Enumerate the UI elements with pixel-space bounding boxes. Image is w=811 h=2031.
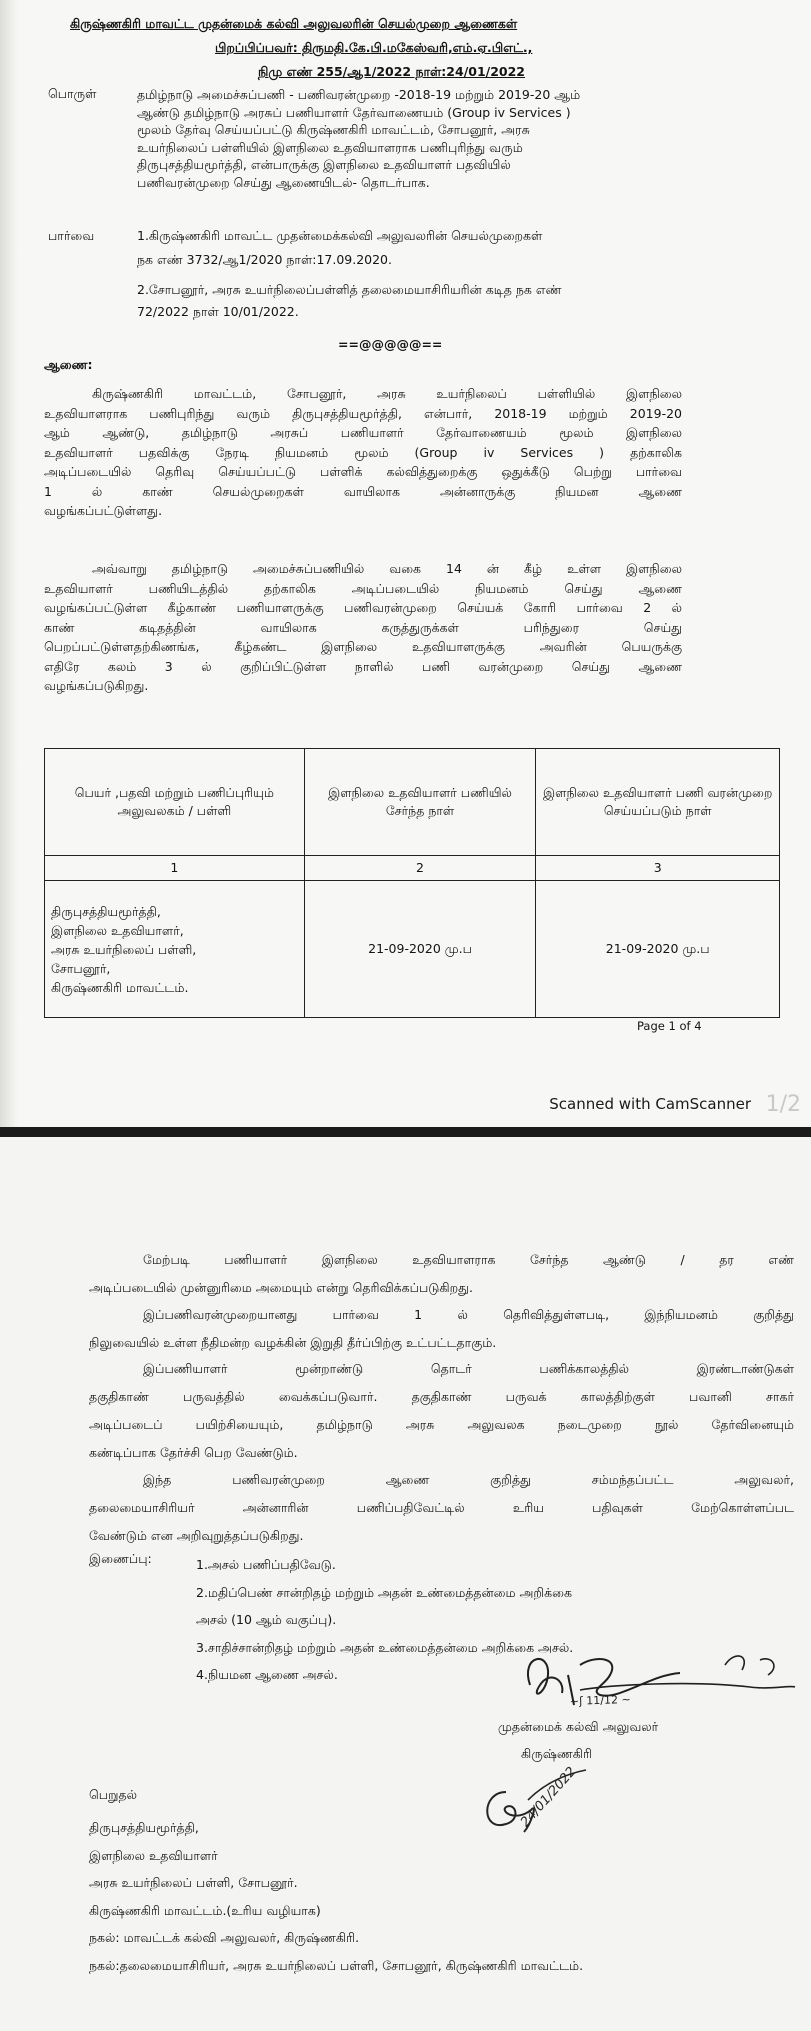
viewer-page-indicator: 1/2 bbox=[765, 1092, 801, 1117]
order-header-title: கிருஷ்ணகிரி மாவட்ட முதன்மைக் கல்வி அலுவலரின் செயல்முறை ஆணைகள் bbox=[70, 16, 518, 31]
recipient-label: பெறுதல் bbox=[89, 1787, 137, 1802]
section-divider: ==@@@@@== bbox=[338, 337, 443, 352]
signatory-title: முதன்மைக் கல்வி அலுவலர் bbox=[498, 1719, 659, 1734]
header-regularize-date: இளநிலை உதவியாளர் பணி வரன்முறை செய்யப்படும் நாள் bbox=[536, 749, 780, 856]
scan-edge-shadow bbox=[0, 0, 18, 1127]
svg-text:~ʃ 11/12 ~: ~ʃ 11/12 ~ bbox=[569, 1692, 631, 1708]
enclosure-label: இணைப்பு: bbox=[89, 1551, 152, 1566]
order-paragraph-1: கிருஷ்ணகிரி மாவட்டம், சோபனூர், அரசு உயர்நிலைப் பள்ளியில் இளநிலை உதவியாளராக பணிபுரிந்து வரும் திருபுசத்தியமூர்த்தி, என்பார், 2018-19 மற்றும் 2019-20 ஆம் ஆண்டு, தமிழ்நாடு அரசுப் பணியாளர் தேர்வாணையம் மூலம் இளநிலை உதவியாளர் பதவிக்கு நேரடி நியமனம் மூலம் (Group iv Services ) தற்காலிக அடிப்படையில் தெரிவு செய்யப்பட்டு பள்ளிக் கல்வித்துறைக்கு ஒதுக்கீடு பெற்று பார்வை 1 ல் காண் செயல்முறைகள் வாயிலாக அன்னாருக்கு நியமன ஆணை வழங்கப்பட்டுள்ளது. bbox=[44, 386, 682, 518]
subject-text: தமிழ்நாடு அமைச்சுப்பணி - பணிவரன்முறை -2018-19 மற்றும் 2019-20 ஆம் ஆண்டு தமிழ்நாடு அரசுப் பணியாளர் தேர்வாணையம் (Group iv Services ) மூலம் தேர்வு செய்யப்பட்டு கிருஷ்ணகிரி மாவட்டம், சோபனூர், அரசு உயர்நிலைப் பள்ளியில் இளநிலை உதவியாளராக பணிபுரிந்து வரும் திருபுசத்தியமூர்த்தி, என்பாருக்கு இளநிலை உதவியாளர் பதவியில் பணிவரன்முறை செய்து ஆணையிடல்- தொடர்பாக. bbox=[137, 87, 581, 190]
regularization-table bbox=[44, 748, 780, 1018]
page2-paragraph-4: இந்த பணிவரன்முறை ஆணை குறித்து சம்மந்தப்பட்ட அலுவலர், தலைமையாசிரியர் அன்னாரின் பணிப்பதிவேட்டில் உரிய பதிவுகள் மேற்கொள்ளப்பட வேண்டும் என அறிவுறுத்தப்படுகிறது. bbox=[89, 1472, 794, 1543]
list-item: 3.சாதிச்சான்றிதழ் மற்றும் அதன் உண்மைத்தன்மை அறிக்கை அசல். bbox=[196, 1639, 574, 1655]
reference-list: 1.கிருஷ்ணகிரி மாவட்ட முதன்மைக்கல்வி அலுவலரின் செயல்முறைகள் நக எண் 3732/ஆ1/2020 நாள்:17.09.2020. 2.சோபனூர், அரசு உயர்நிலைப்பள்ளித் தலைமையாசிரியரின் கடித நக எண் 72/2022 நாள் 10/01/2022. bbox=[137, 228, 562, 319]
list-item: 1.அசல் பணிப்பதிவேடு. bbox=[196, 1557, 336, 1572]
list-item: 4.நியமன ஆணை அசல். bbox=[196, 1667, 338, 1682]
employee-details-cell: திருபுசத்தியமூர்த்தி, இளநிலை உதவியாளர், அரசு உயர்நிலைப் பள்ளி, சோபனூர், கிருஷ்ணகிரி மாவட்டம். bbox=[45, 881, 305, 1018]
table-header-row bbox=[45, 749, 780, 856]
recipient-block: திருபுசத்தியமூர்த்தி, இளநிலை உதவியாளர் அரசு உயர்நிலைப் பள்ளி, சோபனூர். கிருஷ்ணகிரி மாவட்டம்.(உரிய வழியாக) நகல்: மாவட்டக் கல்வி அலுவலர், கிருஷ்ணகிரி. நகல்:தலைமையாசிரியர், அரசு உயர்நிலைப் பள்ளி, சோபனூர், கிருஷ்ணகிரி மாவட்டம். bbox=[89, 1820, 584, 1973]
page2-paragraph-1: மேற்படி பணியாளர் இளநிலை உதவியாளராக சேர்ந்த ஆண்டு / தர எண் அடிப்படையில் முன்னுரிமை அமையும் என்று தெரிவிக்கப்படுகிறது. bbox=[89, 1252, 794, 1295]
join-date-cell: 21-09-2020 மு.ப bbox=[304, 881, 536, 1018]
header-name-post-office: பெயர் ,பதவி மற்றும் பணிப்புரியும் அலுவலகம் / பள்ளி bbox=[45, 749, 305, 856]
table-row bbox=[45, 881, 780, 1018]
header-join-date: இளநிலை உதவியாளர் பணியில் சேர்ந்த நாள் bbox=[304, 749, 536, 856]
column-number: 2 bbox=[304, 856, 536, 881]
order-issuer: பிறப்பிப்பவர்: திருமதி.கே.பி.மகேஸ்வரி,எம்.ஏ.பிஎட்., bbox=[215, 40, 533, 55]
order-reference-number: நிமு எண் 255/ஆ1/2022 நாள்:24/01/2022 bbox=[258, 64, 526, 79]
handwritten-date: 24/01/2022 bbox=[518, 1764, 580, 1831]
scanned-page-2 bbox=[0, 1137, 811, 2031]
reference-label: பார்வை bbox=[48, 228, 95, 243]
column-number: 3 bbox=[536, 856, 780, 881]
table-column-number-row bbox=[45, 856, 780, 881]
order-paragraph-2: அவ்வாறு தமிழ்நாடு அமைச்சுப்பணியில் வகை 14 ன் கீழ் உள்ள இளநிலை உதவியாளர் பணியிடத்தில் தற்காலிக அடிப்படையில் நியமனம் செய்து ஆணை வழங்கப்பட்டுள்ள கீழ்காண் பணியாளருக்கு பணிவரன்முறை செய்யக் கோரி பார்வை 2 ல் காண் கடிதத்தின் வாயிலாக கருத்துருக்கள் பரிந்துரை செய்து பெறப்பட்டுள்ளதற்கிணங்க, கீழ்கண்ட இளநிலை உதவியாளருக்கு அவரின் பெயருக்கு எதிரே கலம் 3 ல் குறிப்பிட்டுள்ள நாளில் பணி வரன்முறை செய்து ஆணை வழங்கப்படுகிறது. bbox=[44, 561, 682, 693]
page-number: Page 1 of 4 bbox=[637, 1019, 702, 1033]
signatory-place: கிருஷ்ணகிரி bbox=[521, 1746, 592, 1761]
officer-signature bbox=[510, 1645, 800, 1715]
subject-label: பொருள் bbox=[48, 86, 97, 101]
column-number: 1 bbox=[45, 856, 305, 881]
list-item: 2.மதிப்பெண் சான்றிதழ் மற்றும் அதன் உண்மைத்தன்மை அறிக்கை bbox=[196, 1584, 572, 1600]
page2-paragraph-3: இப்பணியாளர் மூன்றாண்டு தொடர் பணிக்காலத்தில் இரண்டாண்டுகள் தகுதிகாண் பருவத்தில் வைக்கப்படுவார். தகுதிகாண் பருவக் காலத்திற்குள் பவானி சாகர் அடிப்படைப் பயிற்சியையும், தமிழ்நாடு அரசு அலுவலக நடைமுறை நூல் தேர்வினையும் கண்டிப்பாக தேர்ச்சி பெற வேண்டும். bbox=[89, 1361, 794, 1460]
regularize-date-cell: 21-09-2020 மு.ப bbox=[536, 881, 780, 1018]
scanner-watermark: Scanned with CamScanner bbox=[549, 1095, 751, 1113]
list-item: அசல் (10 ஆம் வகுப்பு). bbox=[196, 1612, 337, 1627]
order-label: ஆணை: bbox=[44, 357, 93, 372]
page2-paragraph-2: இப்பணிவரன்முறையானது பார்வை 1 ல் தெரிவித்துள்ளபடி, இந்நியமனம் குறித்து நிலுவையில் உள்ள நீதிமன்ற வழக்கின் இறுதி தீர்ப்பிற்கு உட்பட்டதாகும். bbox=[89, 1307, 794, 1350]
